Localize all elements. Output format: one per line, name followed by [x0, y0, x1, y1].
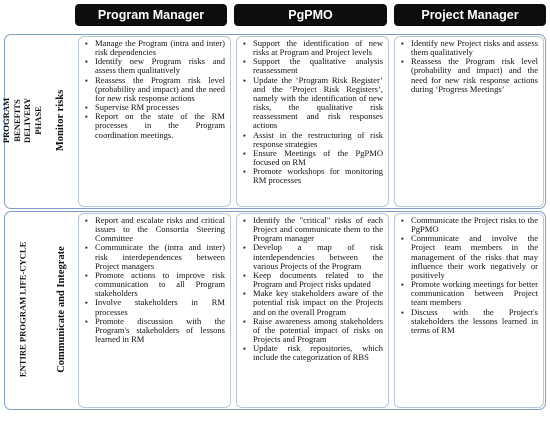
list-item: ▪ Update the ‘Program Risk Register’ and the ‘Project Risk Registers’, namely with the identification of new risks, the qualitative risk reassessment and risk responses actions — [253, 76, 383, 131]
communicate-project-manager-box — [394, 213, 544, 408]
list-item: ▪ Communicate and involve the Project team members in the management of the risks that may influence their work negatively or positively — [411, 234, 538, 280]
list-item: ▪ Discuss with the Project's stakeholders the lessons learned in terms of RM — [411, 308, 538, 335]
list-item: ▪ Identify new Project risks and assess them qualitatively — [411, 39, 538, 57]
list-item: ▪ Report on the state of the RM processes in the Program coordination meetings. — [95, 112, 225, 139]
phase-label-entire-lifecycle — [6, 213, 40, 406]
list-item: ▪ Update risk repositories, which include the categorization of RBS — [253, 344, 383, 362]
communicate-project-manager-list — [395, 214, 543, 335]
list-item: ▪ Identify new Program risks and assess them qualitatively — [95, 57, 225, 75]
list-item: ▪ Assist in the restructuring of risk response strategies — [253, 131, 383, 149]
list-item: ▪ Reassess the Program risk level (probability and impact) and the need for new risk response actions — [95, 76, 225, 103]
list-item: ▪ Ensure Meetings of the PgPMO focused on RM — [253, 149, 383, 167]
header-project-manager: Project Manager — [394, 4, 546, 26]
list-item: ▪ Report and escalate risks and critical issues to the Consortia Steering Committee — [95, 216, 225, 243]
list-item: ▪ Promote actions to improve risk communication to all Program stakeholders — [95, 271, 225, 298]
list-item: ▪ Communicate the (intra and inter) risk interdependences between Project managers — [95, 243, 225, 270]
communicate-pgpmo-box — [236, 213, 389, 408]
phase-label-benefits-delivery — [1, 36, 44, 205]
monitor-project-manager-box — [394, 36, 544, 207]
list-item: ▪ Identify the "critical" risks of each Project and communicate them to the Program manager — [253, 216, 383, 243]
list-item: ▪ Communicate the Project risks to the PgPMO — [411, 216, 538, 234]
header-program-manager: Program Manager — [75, 4, 227, 26]
communicate-program-manager-box — [78, 213, 231, 408]
list-item: ▪ Promote workshops for monitoring RM processes — [253, 167, 383, 185]
stage-label-text: Communicate and Integrate — [55, 246, 67, 373]
monitor-program-manager-list — [79, 37, 230, 140]
monitor-pgpmo-list — [237, 37, 388, 186]
list-item: ▪ Promote working meetings for better communication between Project team members — [411, 280, 538, 307]
stage-label-communicate-integrate — [44, 213, 78, 406]
monitor-pgpmo-box — [236, 36, 389, 207]
communicate-pgpmo-list — [237, 214, 388, 363]
list-item: ▪ Support the identification of new risks at Program and Project levels — [253, 39, 383, 57]
list-item: ▪ Make key stakeholders aware of the potential risk impact on the Projects and on the overall Program — [253, 289, 383, 316]
list-item: ▪ Manage the Program (intra and inter) risk dependencies — [95, 39, 225, 57]
list-item: ▪ Develop a map of risk interdependencies between the various Projects of the Program — [253, 243, 383, 270]
monitor-program-manager-box — [78, 36, 231, 207]
communicate-program-manager-list — [79, 214, 230, 344]
list-item: ▪ Reassess the Program risk level (probability and impact) and the need for new risk response actions during ‘Progress Meetings’ — [411, 57, 538, 94]
stage-label-text: Monitor risks — [55, 89, 67, 152]
list-item: ▪ Keep documents related to the Program and Project risks updated — [253, 271, 383, 289]
list-item: ▪ Supervise RM processes — [95, 103, 225, 112]
list-item: ▪ Involve stakeholders in RM processes — [95, 298, 225, 316]
phase-label-text: PROGRAM BENEFITS DELIVERY PHASE — [1, 97, 44, 144]
list-item: ▪ Support the qualitative analysis reassessment — [253, 57, 383, 75]
monitor-project-manager-list — [395, 37, 543, 94]
phase-label-text: ENTIRE PROGRAM LIFE-CYCLE — [17, 241, 28, 378]
list-item: ▪ Raise awareness among stakeholders of the potential impact of risks on Projects and Program — [253, 317, 383, 344]
header-pgpmo: PgPMO — [234, 4, 387, 26]
list-item: ▪ Promote discussion with the Program's stakeholders of lessons learned in RM — [95, 317, 225, 344]
stage-label-monitor-risks — [44, 36, 78, 205]
